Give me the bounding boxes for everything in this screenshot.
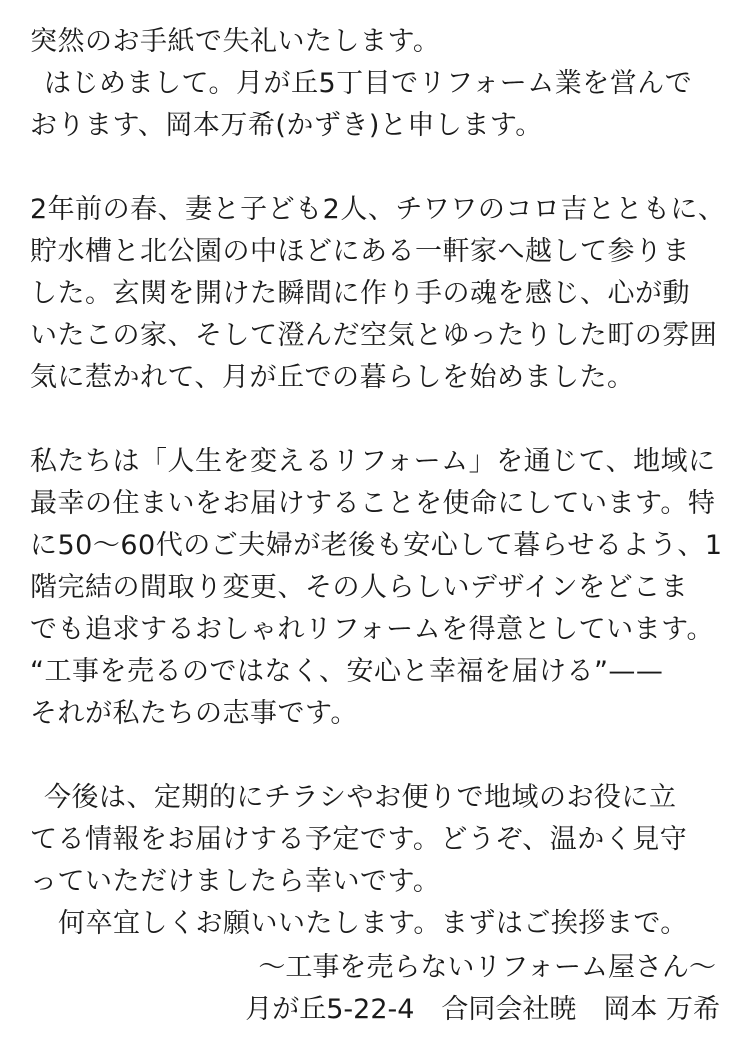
mission-line-4: 階完結の間取り変更、その人らしいデザインをどこま (30, 572, 689, 603)
story-line-2: 貯水槽と北公園の中ほどにある一軒家へ越して参りま (30, 236, 690, 267)
signature-address: 月が丘5-22-4 合同会社暁 岡本 万希 (245, 994, 720, 1025)
story-line-5: 気に惹かれて、月が丘での暮らしを始めました。 (30, 362, 635, 393)
closing-line-3: っていただけましたら幸いです。 (30, 866, 441, 897)
intro-line-2: おります、岡本万希(かずき)と申します。 (30, 110, 543, 141)
greeting-line: 突然のお手紙で失礼いたします。 (30, 26, 441, 57)
mission-line-2: 最幸の住まいをお届けすることを使命にしています。特 (30, 488, 716, 519)
story-line-4: いたこの家、そして澄んだ空気とゆったりした町の雰囲 (30, 320, 718, 351)
story-line-3: した。玄関を開けた瞬間に作り手の魂を感じ、心が動 (30, 278, 690, 309)
story-line-1: 2年前の春、妻と子ども2人、チワワのコロ吉とともに、 (30, 194, 726, 225)
mission-line-7: それが私たちの志事です。 (30, 698, 358, 729)
mission-line-5: でも追求するおしゃれリフォームを得意としています。 (30, 614, 714, 645)
mission-line-3: に50〜60代のご夫婦が老後も安心して暮らせるよう、1 (30, 530, 723, 561)
regards-line: 何卒宜しくお願いいたします。まずはご挨拶まで。 (58, 908, 688, 939)
signature-tagline: 〜工事を売らないリフォーム屋さん〜 (258, 952, 716, 983)
mission-line-6: “工事を売るのではなく、安心と幸福を届ける”—— (30, 656, 664, 687)
intro-line-1: はじめまして。月が丘5丁目でリフォーム業を営んで (44, 68, 693, 99)
closing-line-1: 今後は、定期的にチラシやお便りで地域のお役に立 (44, 782, 677, 813)
mission-line-1: 私たちは「人生を変えるリフォーム」を通じて、地域に (30, 446, 716, 477)
closing-line-2: てる情報をお届けする予定です。どうぞ、温かく見守 (30, 824, 688, 855)
